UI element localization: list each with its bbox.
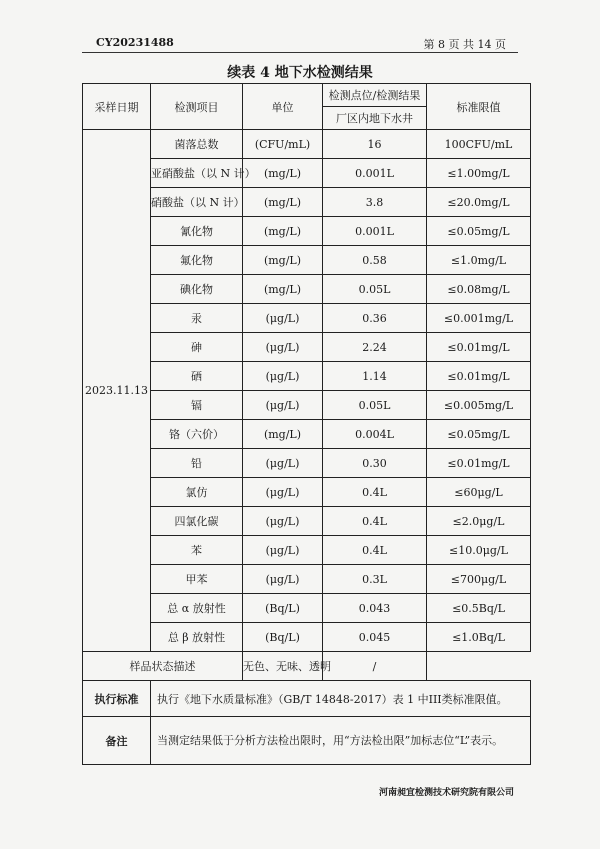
result-cell: 3.8 [323,188,427,217]
limit-cell: ≤0.005mg/L [427,391,531,420]
header-unit: 单位 [243,84,323,130]
result-cell: 0.043 [323,594,427,623]
table-row [83,391,531,420]
item-cell: 砷 [151,333,243,362]
unit-cell: (μg/L) [243,304,323,333]
limit-cell: 100CFU/mL [427,130,531,159]
header-standard-limit: 标准限值 [427,84,531,130]
item-cell: 苯 [151,536,243,565]
result-cell: 0.045 [323,623,427,652]
unit-cell: (μg/L) [243,333,323,362]
unit-cell: (Bq/L) [243,594,323,623]
limit-cell: ≤0.01mg/L [427,362,531,391]
sample-state-label: 样品状态描述 [83,652,243,681]
sample-state-row [83,652,531,681]
item-cell: 氟化物 [151,246,243,275]
limit-cell: ≤0.01mg/L [427,333,531,362]
limit-cell: ≤0.08mg/L [427,275,531,304]
item-cell: 总 β 放射性 [151,623,243,652]
limit-cell: ≤0.05mg/L [427,420,531,449]
unit-cell: (Bq/L) [243,623,323,652]
unit-cell: (mg/L) [243,217,323,246]
sample-state-value: 无色、无味、透明 [243,652,323,681]
item-cell: 总 α 放射性 [151,594,243,623]
standard-text: 执行《地下水质量标准》（GB/T 14848-2017）表 1 中III类标准限值。 [151,681,531,717]
result-cell: 0.58 [323,246,427,275]
header-monitoring-point: 厂区内地下水井 [323,107,427,130]
unit-cell: (μg/L) [243,536,323,565]
table-row [83,565,531,594]
unit-cell: (mg/L) [243,420,323,449]
table-row [83,594,531,623]
header-divider [82,52,518,53]
limit-cell: ≤1.0mg/L [427,246,531,275]
table-row [83,536,531,565]
table-row [83,507,531,536]
limit-cell: ≤1.00mg/L [427,159,531,188]
sample-date-cell: 2023.11.13 [83,130,151,652]
result-cell: 0.30 [323,449,427,478]
result-cell: 0.001L [323,159,427,188]
result-cell: 0.4L [323,507,427,536]
result-cell: 0.36 [323,304,427,333]
limit-cell: ≤60μg/L [427,478,531,507]
limit-cell: ≤0.001mg/L [427,304,531,333]
item-cell: 镉 [151,391,243,420]
limit-cell: ≤1.0Bq/L [427,623,531,652]
limit-cell: ≤700μg/L [427,565,531,594]
item-cell: 硝酸盐（以 N 计） [151,188,243,217]
result-cell: 0.004L [323,420,427,449]
result-cell: 16 [323,130,427,159]
table-row [83,159,531,188]
result-cell: 0.001L [323,217,427,246]
remark-row [83,717,531,765]
unit-cell: (μg/L) [243,391,323,420]
unit-cell: (μg/L) [243,565,323,594]
result-cell: 0.05L [323,275,427,304]
item-cell: 菌落总数 [151,130,243,159]
organization-name: 河南昶宜检测技术研究院有限公司 [378,788,514,798]
limit-cell: ≤0.01mg/L [427,449,531,478]
table-row [83,246,531,275]
results-table [82,83,531,765]
item-cell: 铬（六价） [151,420,243,449]
report-number: CY20231488 [96,36,174,49]
remark-label: 备注 [83,717,151,765]
sample-state-limit: / [323,652,427,681]
remark-text: 当测定结果低于分析方法检出限时，用“方法检出限”加标志位“L”表示。 [151,717,531,765]
table-row [83,478,531,507]
limit-cell: ≤10.0μg/L [427,536,531,565]
unit-cell: (μg/L) [243,449,323,478]
result-cell: 2.24 [323,333,427,362]
table-row [83,188,531,217]
item-cell: 四氯化碳 [151,507,243,536]
unit-cell: (mg/L) [243,246,323,275]
header-sample-date: 采样日期 [83,84,151,130]
header-point-result: 检测点位/检测结果 [323,84,427,107]
table-row [83,217,531,246]
table-row [83,275,531,304]
standard-label: 执行标准 [83,681,151,717]
limit-cell: ≤2.0μg/L [427,507,531,536]
item-cell: 亚硝酸盐（以 N 计） [151,159,243,188]
limit-cell: ≤0.5Bq/L [427,594,531,623]
unit-cell: (μg/L) [243,507,323,536]
result-cell: 0.4L [323,536,427,565]
header-test-item: 检测项目 [151,84,243,130]
unit-cell: (mg/L) [243,188,323,217]
page-info: 第 8 页 共 14 页 [423,38,506,51]
table-row [83,362,531,391]
item-cell: 碘化物 [151,275,243,304]
item-cell: 铅 [151,449,243,478]
table-title: 续表 4 地下水检测结果 [227,65,373,81]
result-cell: 0.4L [323,478,427,507]
table-row [83,130,531,159]
table-row [83,623,531,652]
item-cell: 甲苯 [151,565,243,594]
item-cell: 氯仿 [151,478,243,507]
unit-cell: (CFU/mL) [243,130,323,159]
unit-cell: (μg/L) [243,478,323,507]
unit-cell: (mg/L) [243,275,323,304]
table-row [83,420,531,449]
table-row [83,333,531,362]
item-cell: 氰化物 [151,217,243,246]
item-cell: 汞 [151,304,243,333]
standard-row [83,681,531,717]
limit-cell: ≤0.05mg/L [427,217,531,246]
unit-cell: (mg/L) [243,159,323,188]
table-row [83,449,531,478]
item-cell: 硒 [151,362,243,391]
result-cell: 0.05L [323,391,427,420]
unit-cell: (μg/L) [243,362,323,391]
result-cell: 0.3L [323,565,427,594]
result-cell: 1.14 [323,362,427,391]
limit-cell: ≤20.0mg/L [427,188,531,217]
table-row [83,304,531,333]
